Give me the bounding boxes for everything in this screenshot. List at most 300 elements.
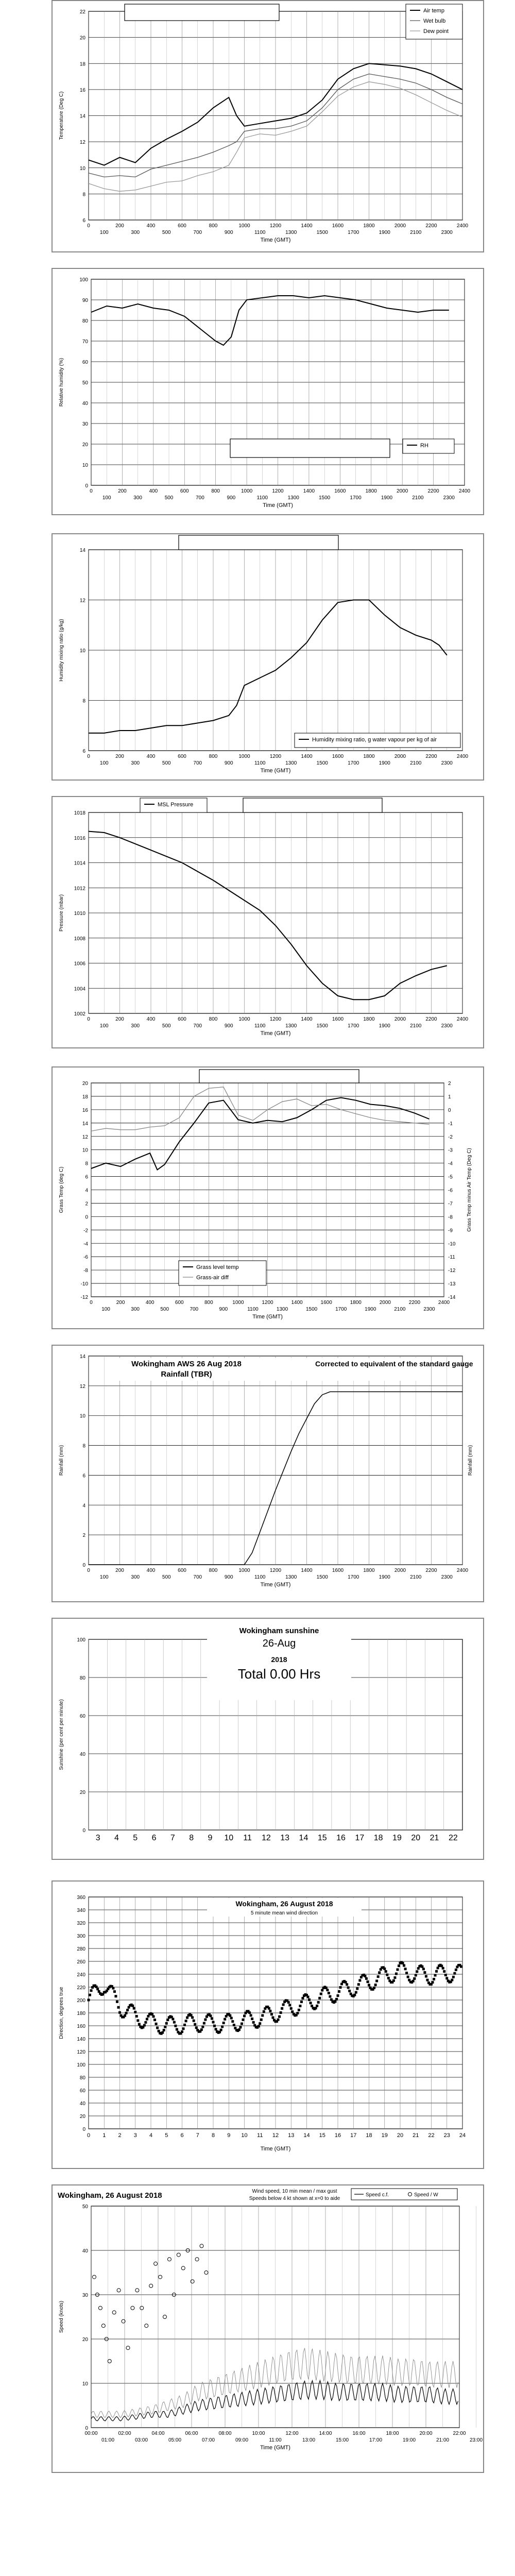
- x-tick-label: 14: [299, 1834, 308, 1842]
- direction-point: [321, 1989, 323, 1991]
- x-tick-label: 2200: [425, 1016, 437, 1022]
- x-tick-label: 600: [178, 1568, 186, 1573]
- x-tick-label: 11: [257, 2132, 263, 2139]
- x-tick-label: 3: [133, 2132, 137, 2139]
- y2-tick-label: -3: [448, 1147, 453, 1154]
- x-tick-label: 15:00: [335, 2437, 349, 2443]
- direction-point: [412, 1980, 415, 1982]
- direction-point: [258, 2025, 260, 2027]
- direction-point: [211, 2017, 213, 2020]
- direction-point: [113, 1990, 116, 1993]
- y2-tick-label: -10: [448, 1241, 456, 1247]
- x-tick-label: 100: [102, 495, 111, 501]
- direction-point: [222, 2022, 225, 2024]
- legend-label: MSL Pressure: [158, 802, 194, 808]
- x-tick-label: 600: [178, 1016, 186, 1022]
- direction-point: [136, 2019, 139, 2022]
- x-tick-label: 800: [209, 223, 218, 229]
- direction-point: [263, 2010, 265, 2013]
- x-axis-label: Time (GMT): [263, 502, 293, 509]
- x-tick-label: 1900: [379, 1574, 390, 1580]
- y-axis-label: Speed (knots): [59, 2300, 64, 2333]
- x-tick-label: 500: [164, 495, 174, 501]
- rainfall-chart: [53, 1346, 483, 1601]
- x-tick-label: 100: [99, 230, 109, 235]
- x-axis-label: Time (GMT): [260, 1030, 291, 1037]
- direction-point: [405, 1972, 408, 1974]
- direction-point: [393, 1976, 396, 1979]
- x-tick-label: 0: [87, 754, 90, 759]
- y-tick-label: 16: [79, 87, 85, 93]
- x-tick-label: 7: [170, 1834, 175, 1842]
- direction-point: [460, 1965, 462, 1968]
- y-tick-label: 14: [82, 1121, 88, 1127]
- direction-point: [155, 2023, 158, 2025]
- direction-point: [186, 2016, 188, 2019]
- x-tick-label: 2: [118, 2132, 122, 2139]
- x-tick-label: 1700: [348, 1574, 359, 1580]
- direction-point: [434, 1974, 437, 1976]
- direction-point: [296, 2012, 299, 2014]
- direction-point: [221, 2025, 224, 2028]
- y2-axis-label: Grass Temp minus Air Temp (Deg C): [467, 1148, 472, 1232]
- x-tick-label: 06:00: [185, 2431, 198, 2436]
- direction-point: [378, 1971, 381, 1974]
- y-tick-label: 1018: [74, 810, 85, 816]
- direction-point: [320, 1993, 322, 1995]
- x-tick-label: 1600: [332, 1568, 344, 1573]
- y2-tick-label: 1: [448, 1094, 451, 1100]
- x-tick-label: 1800: [363, 1016, 375, 1022]
- x-tick-label: 23:00: [469, 2437, 483, 2443]
- x-tick-label: 2100: [410, 1023, 422, 1029]
- x-tick-label: 1900: [379, 760, 390, 766]
- x-tick-label: 19: [381, 2132, 388, 2139]
- y-tick-label: 1002: [74, 1011, 85, 1017]
- direction-point: [396, 1968, 399, 1971]
- y-tick-label: 160: [77, 2024, 85, 2029]
- direction-point: [250, 2014, 252, 2016]
- x-tick-label: 1800: [365, 488, 377, 494]
- direction-point: [423, 1971, 426, 1974]
- direction-point: [338, 1990, 340, 1993]
- legend-label: Speed / W: [414, 2192, 438, 2198]
- x-tick-label: 9: [208, 1834, 213, 1842]
- x-tick-label: 2100: [412, 495, 424, 501]
- x-tick-label: 400: [146, 1568, 156, 1573]
- x-tick-label: 900: [219, 1307, 228, 1312]
- x-tick-label: 1100: [254, 1574, 266, 1580]
- y-tick-label: 260: [77, 1959, 85, 1965]
- x-tick-label: 700: [193, 1574, 202, 1580]
- direction-point: [334, 2000, 336, 2003]
- legend-label: Grass-air diff: [196, 1275, 229, 1281]
- x-tick-label: 13: [280, 1834, 290, 1842]
- direction-point: [173, 2021, 176, 2024]
- direction-point: [452, 1976, 455, 1978]
- direction-point: [125, 2012, 128, 2014]
- x-tick-label: 800: [209, 1016, 218, 1022]
- direction-point: [152, 2015, 155, 2018]
- y-tick-label: 0: [85, 2426, 88, 2431]
- y-tick-label: 10: [82, 463, 88, 468]
- x-tick-label: 1000: [238, 223, 250, 229]
- x-tick-label: 1600: [334, 488, 346, 494]
- x-axis-label: Time (GMT): [260, 1582, 291, 1588]
- direction-point: [144, 2021, 147, 2024]
- x-tick-label: 22: [428, 2132, 435, 2139]
- x-tick-label: 14: [303, 2132, 310, 2139]
- direction-point: [134, 2011, 136, 2013]
- x-tick-label: 12:00: [285, 2431, 299, 2436]
- direction-point: [281, 2007, 283, 2010]
- direction-point: [133, 2007, 135, 2010]
- x-tick-label: 900: [224, 1023, 233, 1029]
- direction-point: [117, 2006, 119, 2009]
- x-tick-label: 200: [115, 1568, 124, 1573]
- x-tick-label: 16: [336, 1834, 346, 1842]
- x-tick-label: 200: [115, 1016, 124, 1022]
- y-tick-label: 6: [82, 749, 85, 754]
- x-tick-label: 100: [99, 1574, 109, 1580]
- direction-point: [451, 1979, 453, 1981]
- y-tick-label: 360: [77, 1895, 85, 1901]
- sunshine-chart: [53, 1619, 483, 1859]
- x-tick-label: 400: [145, 1300, 154, 1306]
- y-tick-label: 200: [77, 1998, 85, 2004]
- x-tick-label: 16:00: [352, 2431, 366, 2436]
- x-tick-label: 1400: [301, 1016, 313, 1022]
- y-tick-label: 80: [79, 2075, 85, 2081]
- direction-point: [220, 2029, 222, 2031]
- x-tick-label: 2400: [456, 223, 469, 229]
- direction-point: [346, 1983, 348, 1986]
- y-tick-label: 70: [82, 339, 88, 345]
- x-tick-label: 15: [319, 2132, 325, 2139]
- x-tick-label: 10: [241, 2132, 248, 2139]
- humidity-chart-panel: [52, 268, 484, 515]
- wind-direction-chart-panel: [52, 1880, 484, 2169]
- y-tick-label: 0: [82, 2127, 85, 2132]
- x-tick-label: 0: [87, 1568, 90, 1573]
- direction-point: [116, 2001, 118, 2003]
- y-tick-label: 10: [79, 648, 85, 654]
- direction-point: [124, 2014, 126, 2017]
- x-tick-label: 700: [193, 760, 202, 766]
- y-tick-label: 50: [82, 380, 88, 386]
- direction-point: [126, 2009, 129, 2011]
- direction-point: [195, 2026, 198, 2029]
- x-tick-label: 1800: [363, 223, 375, 229]
- x-tick-label: 400: [146, 223, 156, 229]
- direction-point: [387, 1977, 390, 1979]
- x-tick-label: 21: [430, 1834, 439, 1842]
- x-tick-label: 2300: [441, 1574, 453, 1580]
- legend-label: Dew point: [423, 28, 449, 35]
- y-tick-label: 140: [77, 2037, 85, 2042]
- direction-point: [204, 2019, 207, 2021]
- direction-point: [345, 1981, 347, 1984]
- x-tick-label: 1600: [332, 223, 344, 229]
- y-tick-label: 4: [85, 1188, 88, 1194]
- x-tick-label: 0: [87, 1016, 90, 1022]
- x-tick-label: 1300: [287, 495, 299, 501]
- x-tick-label: 2400: [458, 488, 471, 494]
- x-tick-label: 800: [209, 754, 218, 759]
- y-tick-label: 8: [85, 1161, 88, 1167]
- x-tick-label: 2300: [441, 230, 453, 235]
- direction-point: [301, 1997, 304, 1999]
- direction-point: [433, 1978, 435, 1980]
- x-tick-label: 1200: [269, 1016, 282, 1022]
- x-tick-label: 09:00: [235, 2437, 249, 2443]
- x-tick-label: 6: [180, 2132, 184, 2139]
- x-tick-label: 02:00: [118, 2431, 131, 2436]
- direction-point: [88, 1999, 90, 2002]
- x-tick-label: 2100: [410, 1574, 422, 1580]
- direction-point: [421, 1965, 423, 1968]
- x-tick-label: 2200: [425, 754, 437, 759]
- x-tick-label: 7: [196, 2132, 199, 2139]
- y-tick-label: 30: [82, 421, 88, 427]
- direction-point: [375, 1980, 378, 1982]
- y-tick-label: 60: [79, 2088, 85, 2094]
- direction-point: [422, 1968, 425, 1970]
- direction-point: [231, 2020, 234, 2023]
- direction-point: [426, 1979, 428, 1981]
- direction-point: [326, 1989, 329, 1991]
- direction-point: [442, 1967, 444, 1970]
- x-tick-label: 500: [162, 1574, 171, 1580]
- direction-point: [299, 2005, 301, 2007]
- x-tick-label: 2000: [394, 223, 406, 229]
- direction-point: [407, 1976, 409, 1978]
- direction-point: [182, 2027, 185, 2030]
- y-tick-label: 0: [85, 1214, 88, 1221]
- direction-point: [215, 2028, 217, 2030]
- y-tick-label: 14: [79, 548, 85, 553]
- direction-point: [440, 1964, 443, 1967]
- y2-tick-label: 0: [448, 1107, 451, 1113]
- x-tick-label: 1500: [316, 760, 328, 766]
- direction-point: [260, 2019, 263, 2021]
- y-tick-label: 20: [82, 442, 88, 448]
- chart-title: Wokingham, 26 August 2018: [235, 1900, 333, 1908]
- y-tick-label: 6: [82, 1473, 85, 1479]
- x-tick-label: 03:00: [134, 2437, 148, 2443]
- direction-point: [287, 2001, 290, 2004]
- x-tick-label: 10: [224, 1834, 234, 1842]
- y-tick-label: 1008: [74, 936, 85, 942]
- direction-point: [118, 2011, 121, 2014]
- x-tick-label: 10:00: [252, 2431, 265, 2436]
- x-tick-label: 17: [350, 2132, 357, 2139]
- direction-point: [239, 2026, 242, 2028]
- x-tick-label: 3: [95, 1834, 100, 1842]
- x-tick-label: 20:00: [419, 2431, 433, 2436]
- legend-label: Air temp: [423, 8, 444, 14]
- direction-point: [298, 2009, 300, 2011]
- chart-subtitle: 26-Aug: [262, 1638, 296, 1649]
- x-tick-label: 2200: [408, 1300, 421, 1306]
- y-tick-label: 10: [79, 1413, 85, 1419]
- direction-point: [190, 2014, 193, 2016]
- chart-subtitle: Rainfall (TBR): [161, 1370, 212, 1379]
- direction-point: [308, 1998, 311, 2001]
- direction-point: [166, 2019, 169, 2021]
- direction-point: [165, 2022, 168, 2025]
- direction-point: [171, 2018, 174, 2021]
- direction-point: [403, 1964, 405, 1967]
- y-tick-label: 14: [79, 1354, 85, 1360]
- x-tick-label: 0: [87, 223, 90, 229]
- y-tick-label: -6: [83, 1255, 88, 1261]
- x-tick-label: 700: [196, 495, 204, 501]
- y-tick-label: 180: [77, 2011, 85, 2016]
- y-tick-label: 18: [82, 1094, 88, 1100]
- chart-note: Corrected to equivalent of the standard gauge: [315, 1360, 473, 1368]
- rainfall-chart-panel: [52, 1345, 484, 1602]
- x-tick-label: 05:00: [168, 2437, 182, 2443]
- y-tick-label: 22: [79, 9, 85, 15]
- y-tick-label: 40: [79, 2101, 85, 2107]
- y-tick-label: 6: [85, 1174, 88, 1180]
- chart-title: Wokingham sunshine: [239, 1626, 319, 1635]
- x-tick-label: 1200: [269, 1568, 282, 1573]
- direction-point: [191, 2016, 194, 2019]
- direction-point: [318, 1997, 321, 1999]
- x-tick-label: 2300: [423, 1307, 435, 1312]
- x-tick-label: 1600: [332, 1016, 344, 1022]
- x-tick-label: 1900: [365, 1307, 376, 1312]
- direction-point: [339, 1986, 342, 1989]
- x-tick-label: 200: [115, 754, 124, 759]
- x-tick-label: 1200: [269, 223, 282, 229]
- direction-point: [194, 2023, 196, 2026]
- direction-point: [358, 1979, 361, 1981]
- y-tick-label: 100: [77, 2062, 85, 2068]
- direction-point: [357, 1983, 360, 1986]
- y-axis-label: Direction, degrees true: [59, 1987, 64, 2039]
- x-tick-label: 1500: [316, 1574, 328, 1580]
- x-tick-label: 22:00: [453, 2431, 466, 2436]
- direction-point: [415, 1974, 417, 1976]
- y-axis-label: Temperature (Deg C): [59, 91, 64, 140]
- y-tick-label: 2: [85, 1201, 88, 1207]
- wind-speed-chart-panel: [52, 2184, 484, 2473]
- y-tick-label: 20: [79, 1790, 85, 1795]
- y-tick-label: -2: [83, 1228, 88, 1234]
- y-tick-label: 100: [79, 277, 88, 283]
- direction-point: [353, 1994, 356, 1996]
- x-tick-label: 1500: [319, 495, 331, 501]
- x-tick-label: 8: [189, 1834, 194, 1842]
- x-tick-label: 800: [204, 1300, 213, 1306]
- x-tick-label: 1200: [262, 1300, 273, 1306]
- direction-point: [335, 1998, 338, 2001]
- x-tick-label: 1900: [379, 1023, 390, 1029]
- y-tick-label: 320: [77, 1921, 85, 1926]
- direction-point: [373, 1987, 375, 1989]
- y2-tick-label: -4: [448, 1161, 453, 1167]
- legend-label: Speed c.f.: [366, 2192, 389, 2198]
- chart-title-box: [125, 4, 279, 21]
- x-tick-label: 500: [162, 760, 171, 766]
- direction-point: [368, 1984, 370, 1987]
- chart-year: 2018: [271, 1655, 287, 1664]
- direction-point: [432, 1981, 434, 1984]
- x-tick-label: 2200: [425, 1568, 437, 1573]
- wind-direction-chart: [53, 1882, 483, 2168]
- direction-point: [402, 1962, 404, 1964]
- legend-label: Wet bulb: [423, 18, 446, 24]
- direction-point: [282, 2003, 285, 2006]
- direction-point: [277, 2019, 280, 2021]
- x-tick-label: 200: [115, 223, 124, 229]
- x-tick-label: 11:00: [269, 2437, 282, 2443]
- direction-point: [365, 1977, 368, 1980]
- y2-tick-label: -6: [448, 1188, 453, 1194]
- x-tick-label: 4: [149, 2132, 153, 2139]
- x-tick-label: 08:00: [218, 2431, 232, 2436]
- direction-point: [252, 2021, 255, 2024]
- y-tick-label: 340: [77, 1908, 85, 1913]
- x-tick-label: 1300: [285, 230, 297, 235]
- direction-point: [176, 2028, 178, 2031]
- x-tick-label: 300: [131, 1574, 140, 1580]
- y-tick-label: 8: [82, 192, 85, 198]
- y-axis-label: Sunshine (per cent per minute): [59, 1699, 64, 1770]
- x-axis-label: Time (GMT): [260, 237, 291, 243]
- x-tick-label: 20: [411, 1834, 421, 1842]
- x-tick-label: 17:00: [369, 2437, 383, 2443]
- direction-point: [288, 2004, 291, 2006]
- y2-tick-label: -5: [448, 1174, 453, 1180]
- direction-point: [280, 2011, 282, 2014]
- direction-point: [328, 1992, 330, 1994]
- direction-point: [455, 1969, 457, 1971]
- y-axis-label: Relative humidity (%): [59, 358, 64, 407]
- y2-tick-label: -1: [448, 1121, 453, 1127]
- x-tick-label: 2400: [438, 1300, 450, 1306]
- x-tick-label: 13:00: [302, 2437, 316, 2443]
- legend-box: [403, 439, 454, 453]
- direction-point: [209, 2014, 212, 2017]
- x-tick-label: 2000: [379, 1300, 391, 1306]
- legend-label: RH: [420, 443, 428, 449]
- x-axis-label: Time (GMT): [260, 2445, 290, 2451]
- x-tick-label: 300: [131, 760, 140, 766]
- y-axis-label: Humidity mixing ratio (g/kg): [59, 619, 64, 682]
- x-tick-label: 1200: [269, 754, 282, 759]
- direction-point: [233, 2024, 235, 2026]
- mixing-ratio-chart-panel: [52, 533, 484, 781]
- x-tick-label: 19:00: [402, 2437, 416, 2443]
- direction-point: [425, 1975, 427, 1978]
- y-tick-label: -8: [83, 1268, 88, 1274]
- direction-point: [444, 1974, 447, 1976]
- y-tick-label: 20: [79, 35, 85, 41]
- x-tick-label: 18:00: [386, 2431, 399, 2436]
- y-tick-label: 60: [79, 1714, 85, 1719]
- x-tick-label: 500: [162, 1023, 171, 1029]
- y-tick-label: 12: [79, 598, 85, 604]
- y-tick-label: 8: [82, 1443, 85, 1449]
- y-tick-label: 8: [82, 698, 85, 704]
- y-tick-label: 40: [79, 1752, 85, 1757]
- y-tick-label: 1014: [74, 860, 85, 867]
- x-tick-label: 1000: [238, 1016, 250, 1022]
